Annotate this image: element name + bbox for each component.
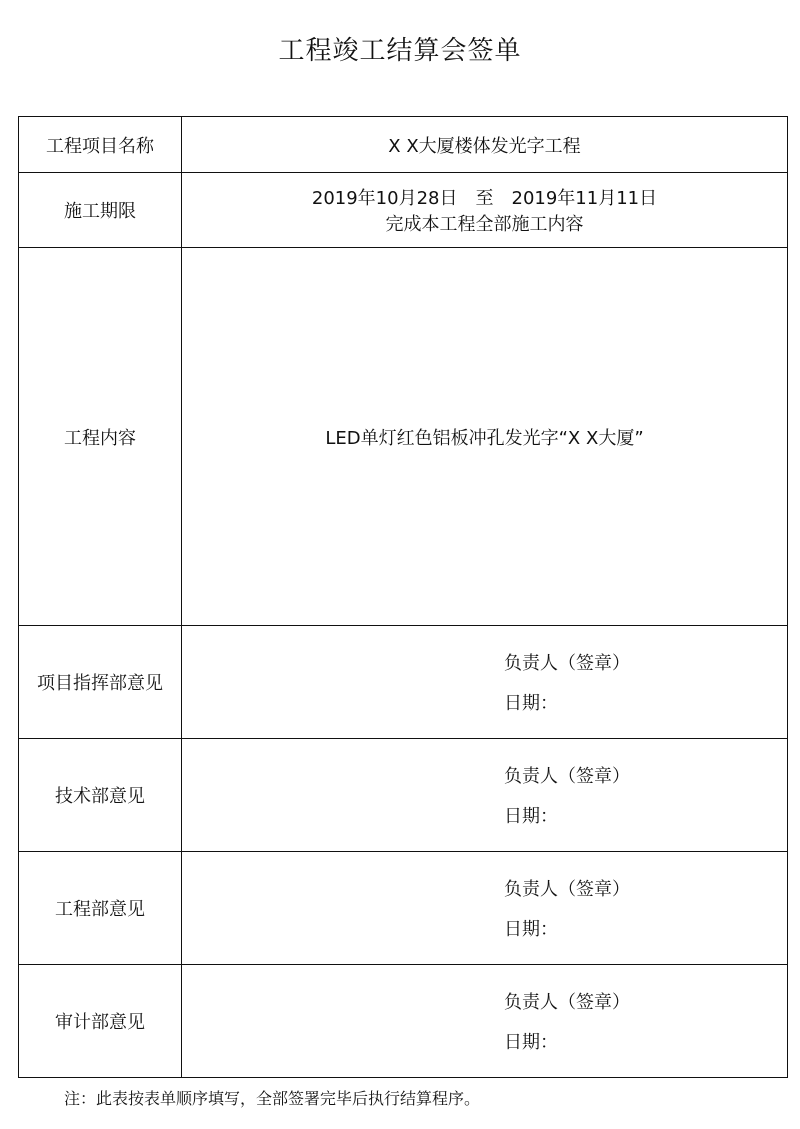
date-label: 日期： bbox=[504, 806, 558, 827]
tech-dept-sign-cell bbox=[182, 739, 788, 852]
project-dept-label: 项目指挥部意见 bbox=[19, 626, 182, 739]
signer-label: 负责人（签章） bbox=[504, 766, 630, 787]
signer-label: 负责人（签章） bbox=[504, 879, 630, 900]
table-row bbox=[19, 852, 788, 965]
signer-label: 负责人（签章） bbox=[504, 653, 630, 674]
table-row bbox=[19, 739, 788, 852]
period-value bbox=[182, 173, 788, 248]
footnote: 注：此表按表单顺序填写，全部签署完毕后执行结算程序。 bbox=[64, 1089, 481, 1108]
period-label: 施工期限 bbox=[19, 173, 182, 248]
period-dates: 2019年10月28日 至 2019年11月11日 bbox=[311, 188, 658, 209]
content-label: 工程内容 bbox=[19, 248, 182, 626]
table-row bbox=[19, 965, 788, 1078]
audit-dept-sign-cell bbox=[182, 965, 788, 1078]
content-value: LED单灯红色铝板冲孔发光字“X X大厦” bbox=[182, 248, 788, 626]
eng-dept-sign-cell bbox=[182, 852, 788, 965]
date-label: 日期： bbox=[504, 1032, 558, 1053]
settlement-sign-table bbox=[18, 116, 788, 1078]
period-scope: 完成本工程全部施工内容 bbox=[385, 214, 584, 235]
table-row bbox=[19, 248, 788, 626]
eng-dept-label: 工程部意见 bbox=[19, 852, 182, 965]
tech-dept-label: 技术部意见 bbox=[19, 739, 182, 852]
table-row bbox=[19, 117, 788, 173]
date-label: 日期： bbox=[504, 919, 558, 940]
project-name-label: 工程项目名称 bbox=[19, 117, 182, 173]
audit-dept-label: 审计部意见 bbox=[19, 965, 182, 1078]
form-title: 工程竣工结算会签单 bbox=[278, 36, 522, 66]
table-row bbox=[19, 626, 788, 739]
project-name-value: X X大厦楼体发光字工程 bbox=[182, 117, 788, 173]
signer-label: 负责人（签章） bbox=[504, 992, 630, 1013]
project-dept-sign-cell bbox=[182, 626, 788, 739]
date-label: 日期： bbox=[504, 693, 558, 714]
table-row bbox=[19, 173, 788, 248]
